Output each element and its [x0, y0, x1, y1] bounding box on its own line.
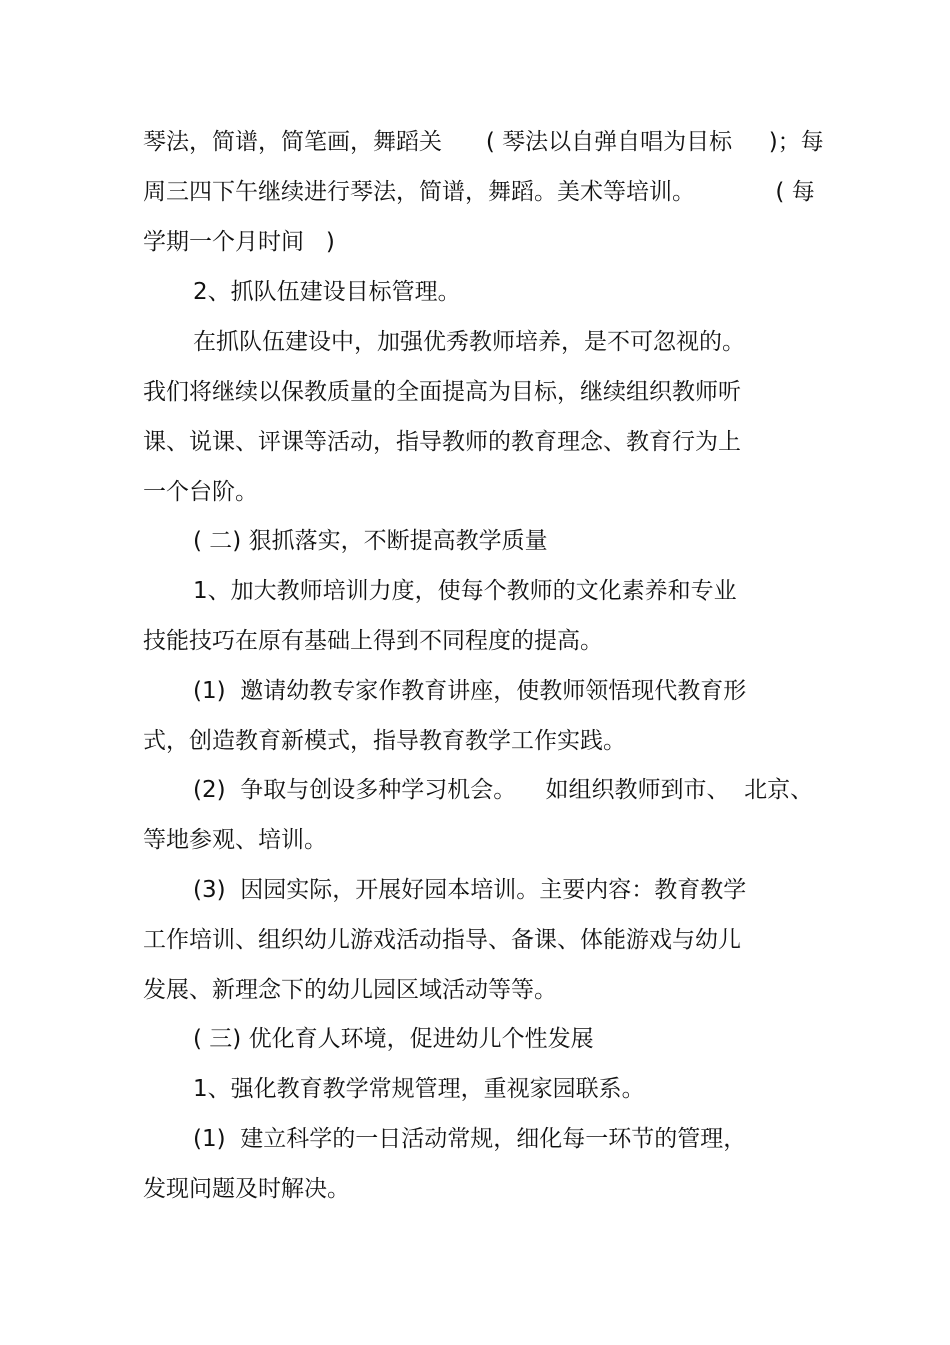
- text-line: (2) 争取与创设多种学习机会。 如组织教师到市、 北京、: [193, 777, 814, 803]
- text-line: 一个台阶。: [143, 479, 258, 505]
- section-heading: ( 二) 狠抓落实，不断提高教学质量: [193, 528, 548, 554]
- text-line: 技能技巧在原有基础上得到不同程度的提高。: [143, 628, 603, 654]
- text-line: 学期一个月时间 ): [143, 229, 335, 255]
- text-line: 琴法，简谱，简笔画，舞蹈关 ( 琴法以自弹自唱为目标 )；每: [143, 129, 824, 155]
- text-line: 2、抓队伍建设目标管理。: [193, 279, 461, 305]
- text-line: 发展、新理念下的幼儿园区域活动等等。: [143, 977, 557, 1003]
- text-line: 课、说课、评课等活动，指导教师的教育理念、教育行为上: [143, 429, 741, 455]
- section-heading: ( 三) 优化育人环境，促进幼儿个性发展: [193, 1026, 594, 1052]
- text-line: 1、加大教师培训力度，使每个教师的文化素养和专业: [193, 578, 737, 604]
- text-line: 1、强化教育教学常规管理，重视家园联系。: [193, 1076, 645, 1102]
- text-line: (3) 因园实际，开展好园本培训。主要内容：教育教学: [193, 877, 747, 903]
- text-line: 周三四下午继续进行琴法，简谱，舞蹈。美术等培训。 ( 每: [143, 179, 815, 205]
- text-line: 我们将继续以保教质量的全面提高为目标，继续组织教师听: [143, 379, 741, 405]
- text-line: 在抓队伍建设中，加强优秀教师培养，是不可忽视的。: [193, 329, 745, 355]
- text-line: (1) 建立科学的一日活动常规，细化每一环节的管理，: [193, 1126, 747, 1152]
- text-line: 式，创造教育新模式，指导教育教学工作实践。: [143, 728, 626, 754]
- text-line: 工作培训、组织幼儿游戏活动指导、备课、体能游戏与幼儿: [143, 927, 741, 953]
- text-line: 等地参观、培训。: [143, 827, 327, 853]
- text-line: 发现问题及时解决。: [143, 1176, 350, 1202]
- text-line: (1) 邀请幼教专家作教育讲座，使教师领悟现代教育形: [193, 678, 747, 704]
